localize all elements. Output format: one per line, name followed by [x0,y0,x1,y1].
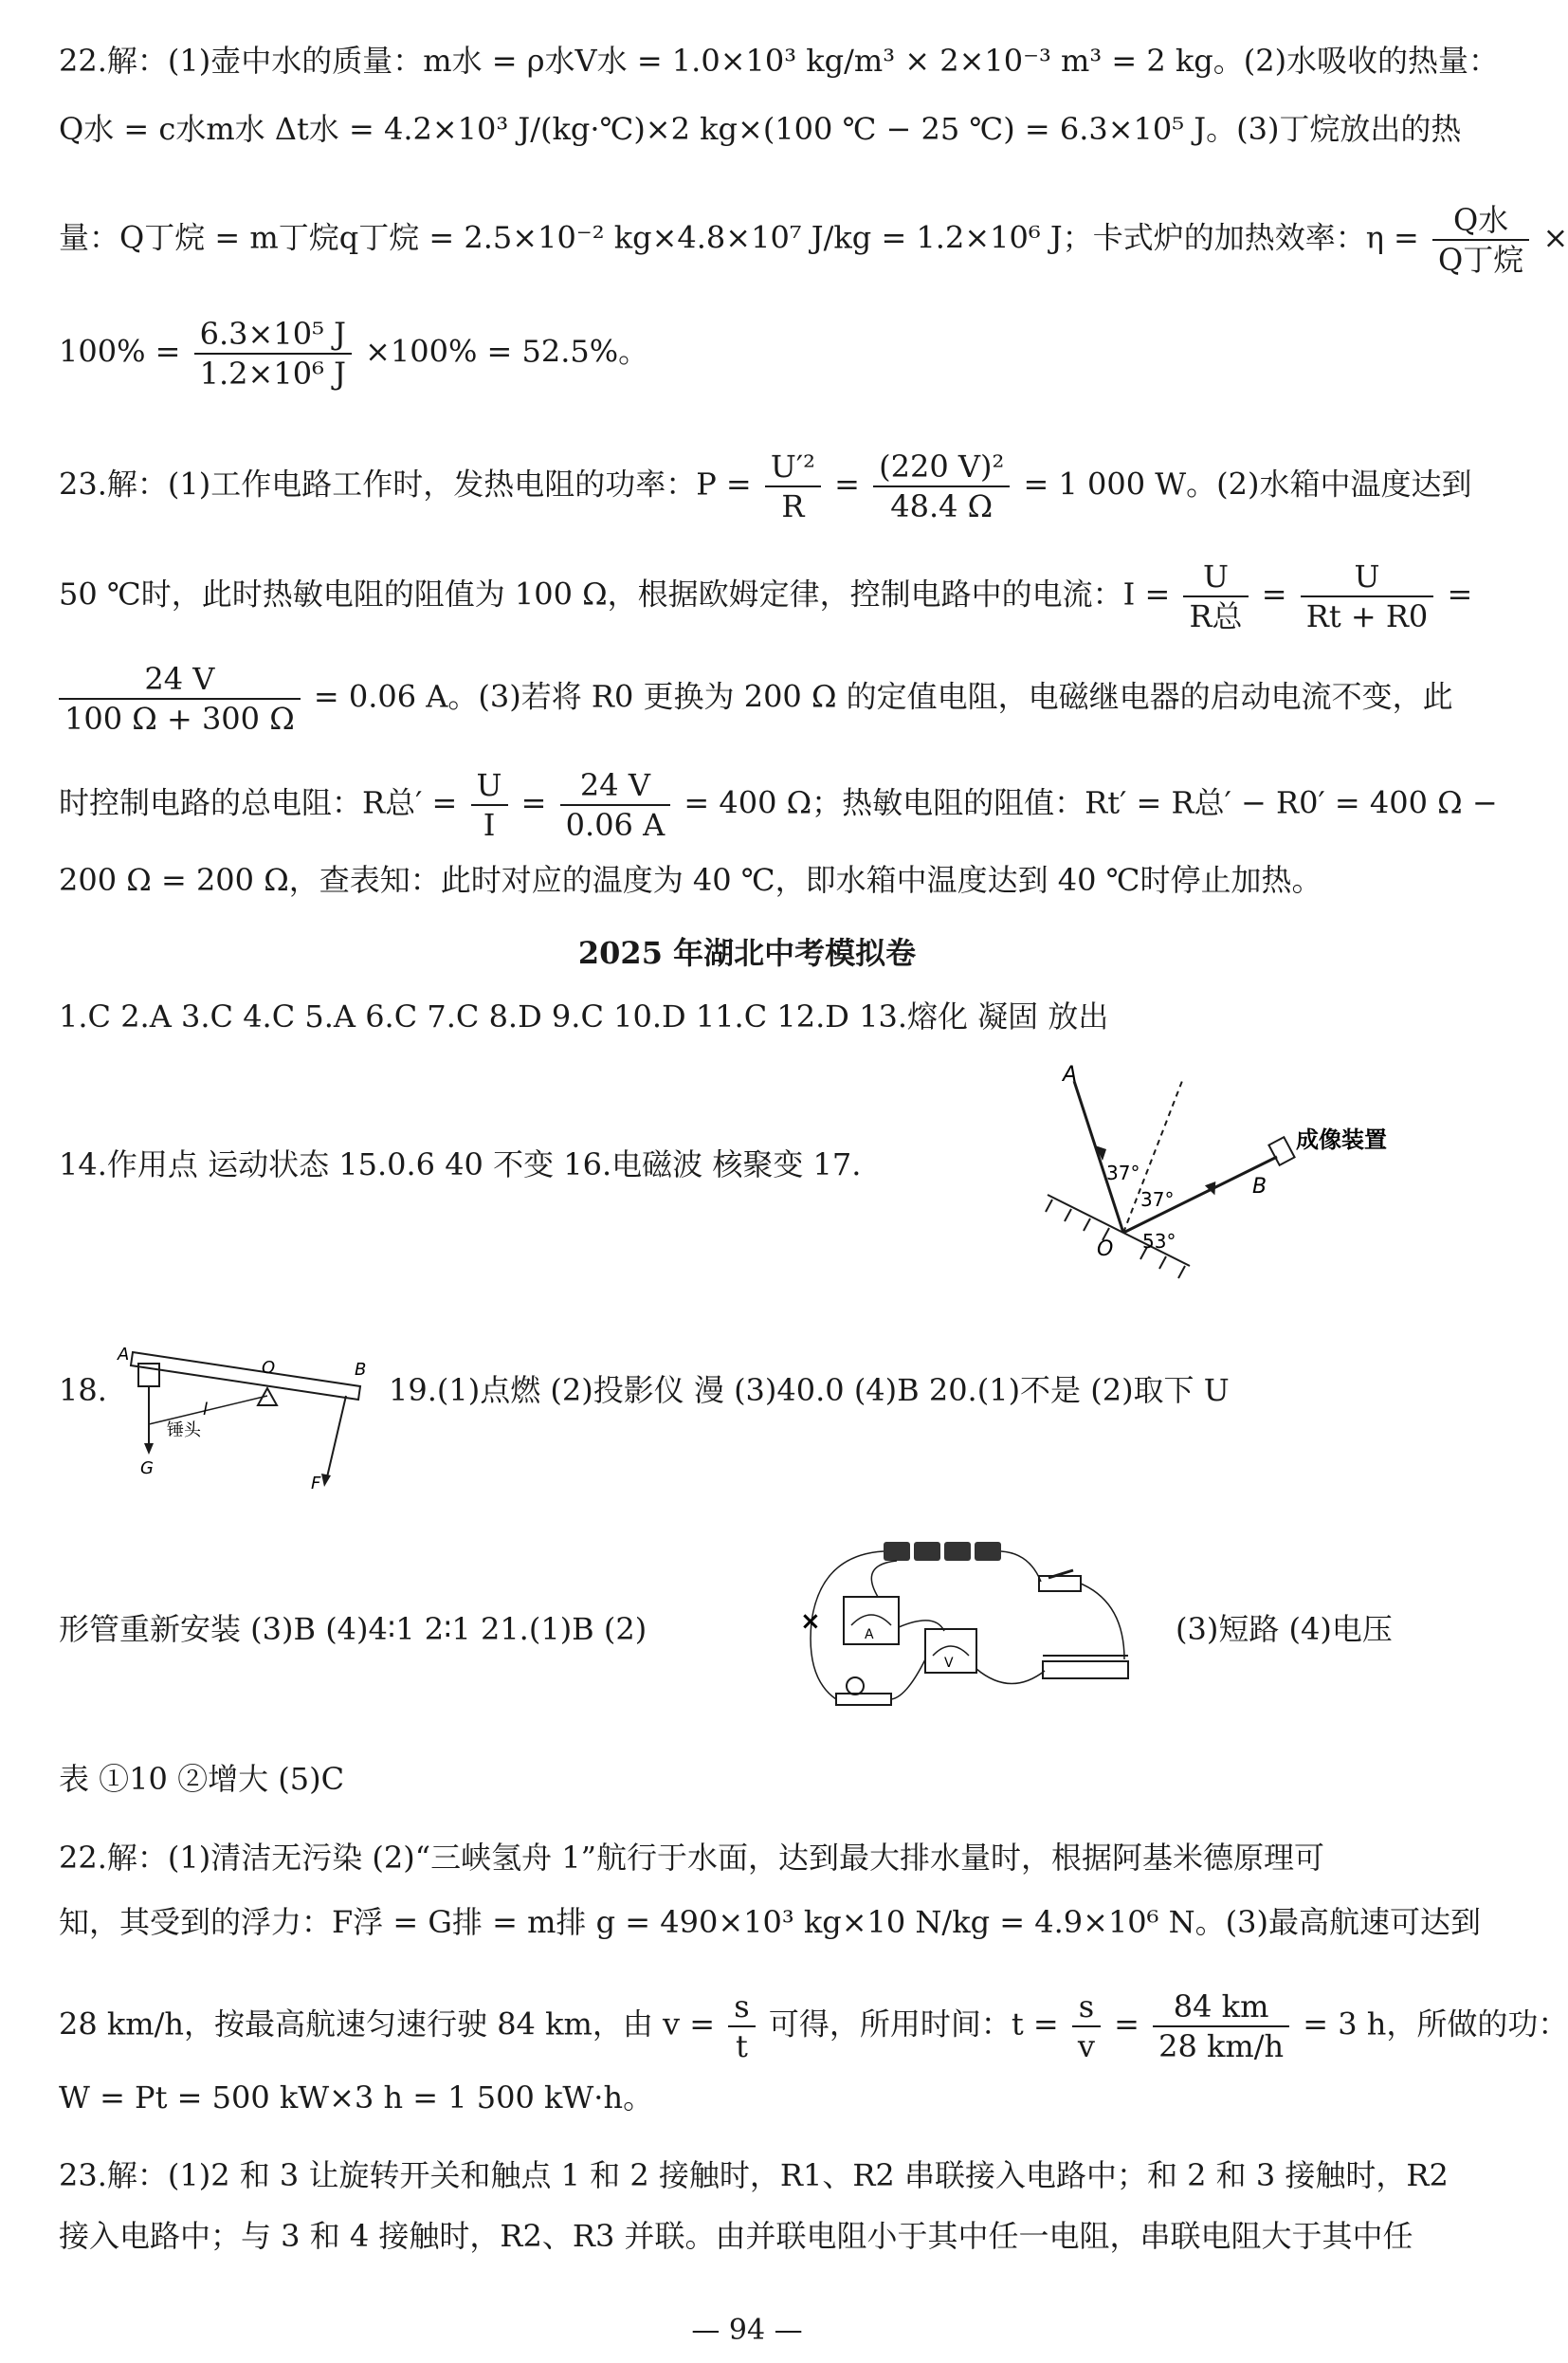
answers-line-3: 19.(1)点燃 (2)投影仪 漫 (3)40.0 (4)B 20.(1)不是 (2)取下 U [389,1372,1230,1408]
resistance-result: = 400 Ω；热敏电阻的阻值：Rt′ = R总′ − R0′ = 400 Ω − [684,784,1498,821]
power-fraction-2 [873,448,1010,525]
figure-21-circuit-diagram [802,1536,1162,1726]
solution-22-line4 [59,315,1443,393]
point-o-label: O [1097,1237,1114,1261]
time-fraction-1 [1072,1987,1101,2065]
power-text: 23.解：(1)工作电路工作时，发热电阻的功率：P = [59,466,752,503]
lever-label-b: B [355,1360,367,1380]
force-f-arrowhead [321,1474,331,1487]
reflected-arrow [1205,1180,1221,1197]
fraction-numerator: 6.3×10⁵ J [194,315,352,355]
lever-label-f: F [311,1474,321,1493]
fraction-numerator: U′² [765,448,821,487]
total-resistance-text: 时控制电路的总电阻：R总′ = [59,784,458,821]
angle-37-incident: 37° [1106,1162,1140,1184]
imaging-device-box [1268,1137,1294,1165]
answer-18-number: 18. [59,1372,107,1408]
time-result: = 3 h，所做的功： [1303,2006,1568,2042]
current-fraction-3 [59,660,301,738]
efficiency-result: ×100% = 52.5%。 [365,333,649,370]
angle-37-reflected: 37° [1140,1188,1175,1211]
lever-bar [131,1352,360,1400]
fraction-denominator: 28 km/h [1158,2028,1285,2064]
rheostat [1043,1656,1128,1678]
current-text: 50 ℃时，此时热敏电阻的阻值为 100 Ω，根据欧姆定律，控制电路中的电流：I = [59,576,1171,613]
answers-line-2: 14.作用点 运动状态 15.0.6 40 不变 16.电磁波 核聚变 17. [59,1146,862,1182]
gravity-arrowhead [144,1443,154,1455]
solution-22-line2: Q水 = c水m水 Δt水 = 4.2×10³ J/(kg·℃)×2 kg×(100 ℃ − 25 ℃) = 6.3×10⁵ J。(3)丁烷放出的热 [59,111,1462,147]
voltmeter-label: V [944,1656,954,1671]
current-result: = 0.06 A。(3)若将 R0 更换为 200 Ω 的定值电阻，电磁继电器的启动电流不变，此 [313,678,1453,715]
bulb [836,1677,891,1705]
fraction-numerator: U [1183,558,1248,597]
hammer-head-label: 锤头 [167,1420,201,1440]
solution-22b-line4: W = Pt = 500 kW×3 h = 1 500 kW·h。 [59,2079,654,2116]
lever-label-g: G [140,1458,154,1478]
angle-53: 53° [1142,1230,1176,1253]
fraction-denominator: Q丁烷 [1438,242,1524,278]
answers-line-4-left: 形管重新安装 (3)B (4)4∶1 2∶1 21.(1)B (2) [59,1611,647,1647]
answers-line-1: 1.C 2.A 3.C 4.C 5.A 6.C 7.C 8.D 9.C 10.D 11.C 12.D 13.熔化 凝固 放出 [59,998,1109,1035]
speed-text: 28 km/h，按最高航速匀速行驶 84 km，由 v = [59,2006,716,2042]
lever-label-a: A [118,1345,130,1365]
solution-22b-line3 [59,1987,1568,2065]
answers-line-4-right: (3)短路 (4)电压 [1176,1611,1393,1647]
fraction-numerator: s [1072,1987,1101,2027]
ammeter-label: A [865,1627,874,1642]
fraction-numerator: U [471,766,508,806]
equals-sign: = [1114,2006,1140,2042]
section-title: 2025 年湖北中考模拟卷 [577,935,917,971]
fraction-denominator: 1.2×10⁶ J [199,356,346,392]
solution-23-line4 [59,766,1498,844]
solution-22-line1: 22.解：(1)壶中水的质量：m水 = ρ水V水 = 1.0×10³ kg/m³ × 2×10⁻³ m³ = 2 kg。(2)水吸收的热量： [59,43,1500,79]
solution-23b-line2: 接入电路中；与 3 和 4 接触时，R2、R3 并联。由并联电阻小于其中任一电阻，串联电阻大于其中任 [59,2218,1413,2254]
equals-sign: = [834,466,860,503]
fraction-numerator: U [1301,558,1434,597]
equals-sign: = [1261,576,1287,613]
fraction-numerator: 84 km [1153,1987,1289,2027]
power-result: = 1 000 W。(2)水箱中温度达到 [1023,466,1472,503]
solution-22b-line2: 知，其受到的浮力：F浮 = G排 = m排 g = 490×10³ kg×10 N/kg = 4.9×10⁶ N。(3)最高航速可达到 [59,1904,1481,1940]
point-a-label: A [1063,1063,1078,1087]
solution-23-line2 [59,558,1473,635]
fraction-numerator: s [728,1987,755,2027]
solution-23-line5: 200 Ω = 200 Ω，查表知：此时对应的温度为 40 ℃，即水箱中温度达到 40 ℃时停止加热。 [59,862,1322,898]
equals-sign: = [520,784,547,821]
current-fraction-2 [1301,558,1434,635]
fraction-numerator: 24 V [560,766,671,806]
speed-fraction [728,1987,755,2065]
lever-label-l: l [203,1400,209,1420]
fraction-denominator: 0.06 A [565,807,665,843]
battery-pack [884,1542,1001,1561]
ammeter [844,1597,899,1644]
fraction-denominator: 48.4 Ω [890,488,994,524]
time-fraction-2 [1153,1987,1289,2065]
solution-22-line3-text: 量：Q丁烷 = m丁烷q丁烷 = 2.5×10⁻² kg×4.8×10⁷ J/kg = 1.2×10⁶ J；卡式炉的加热效率：η = [59,219,1419,256]
heat-ratio-fraction [194,315,352,393]
solution-23-line1 [59,448,1472,525]
time-text: 可得，所用时间：t = [768,2006,1059,2042]
answers-line-5: 表 ①10 ②增大 (5)C [59,1761,345,1797]
figure-18-lever-diagram [104,1339,379,1491]
fraction-denominator: R [781,488,805,524]
fraction-denominator: t [736,2028,748,2064]
fraction-denominator: I [483,807,496,843]
resistance-fraction-1 [471,766,508,844]
resistance-fraction-2 [560,766,671,844]
fraction-denominator: R总 [1189,598,1243,634]
wrong-wire-cross: × [800,1607,821,1636]
current-fraction-1 [1183,558,1248,635]
power-fraction-1 [765,448,821,525]
fraction-denominator: 100 Ω + 300 Ω [64,701,295,737]
solution-22-line3 [59,201,1568,279]
force-f-arrow [326,1396,346,1481]
solution-23b-line1: 23.解：(1)2 和 3 让旋转开关和触点 1 和 2 接触时，R1、R2 串联接入电路中；和 2 和 3 接触时，R2 [59,2157,1449,2193]
solution-22b-line1: 22.解：(1)清洁无污染 (2)“三峡氢舟 1”航行于水面，达到最大排水量时，根据阿基米德原理可 [59,1840,1324,1876]
fraction-denominator: v [1077,2028,1095,2064]
voltmeter [925,1629,976,1673]
page-number: — 94 — [691,2314,803,2347]
fraction-denominator: Rt + R0 [1305,598,1429,634]
efficiency-fraction [1432,201,1529,279]
equals-sign: = [1447,576,1473,613]
lever-label-o: O [262,1358,276,1378]
incident-ray [1074,1081,1123,1233]
point-b-label: B [1252,1175,1267,1199]
imaging-device-label: 成像装置 [1296,1127,1387,1153]
fraction-numerator: Q水 [1432,201,1529,241]
times-sign: × [1542,219,1568,256]
solution-23-line3 [59,660,1453,738]
percent-prefix: 100% = [59,333,181,370]
fraction-numerator: 24 V [59,660,301,700]
fraction-numerator: (220 V)² [873,448,1010,487]
figure-17-reflection-diagram [1029,1062,1446,1280]
switch [1039,1570,1081,1591]
